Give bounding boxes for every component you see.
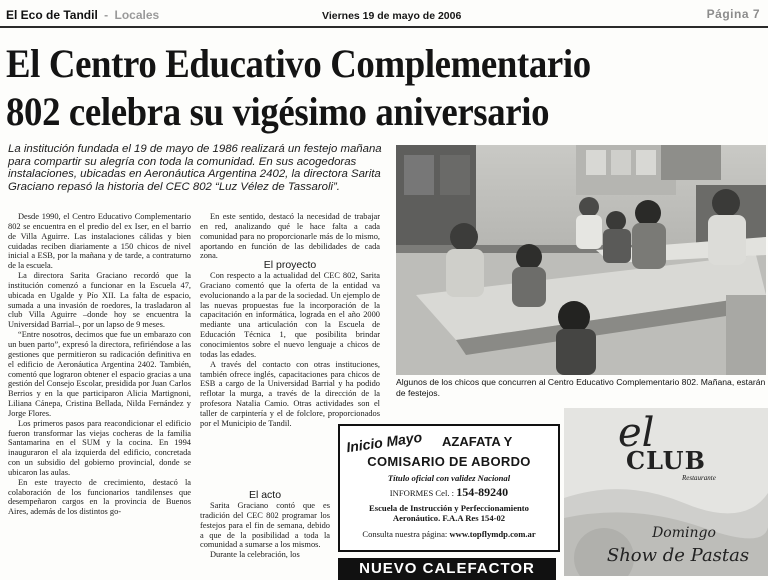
paper-title: El Eco de Tandil: [6, 8, 98, 22]
page-number: Página 7: [706, 7, 760, 21]
subhead-proyecto: El proyecto: [263, 259, 317, 272]
heater-ad-banner[interactable]: NUEVO CALEFACTOR: [338, 558, 556, 580]
paragraph: En este trayecto de crecimiento, destacó la colaboración de los funcionarios tandilenses que desempeñaron cargos en la provincia de Buenos Aires, además de los distintos go-: [8, 477, 191, 517]
club-logo-name: CLUB: [626, 446, 706, 475]
paragraph: “Entre nosotros, decimos que fue un embarazo con un buen parto”, expresó la directora, refiriéndose a las gestiones que permitieron su radicación definitiva en el edificio de Aeronáutica Argentina 2402. También, comentó que lograron obtener el espacio gracias a una gestión del Consejo Escolar, presidida por Juan Carlos Berrios y en la que participaron Alicia Martignoni, Liliana Cánepa, Cristina Bellada, Nilda Fernández y Jorge Flores.: [8, 330, 191, 418]
ad-informes: [340, 487, 558, 498]
ad-url[interactable]: www.topflymdp.com.ar: [449, 529, 536, 539]
section-name: Locales: [114, 8, 160, 22]
club-logo-el: el: [618, 410, 655, 456]
aviation-school-ad[interactable]: [338, 424, 560, 552]
ad-escuela: Escuela de Instrucción y Perfeccionamiento: [369, 503, 529, 513]
header-separator: -: [104, 8, 109, 22]
ad-start-date: Inicio Mayo: [345, 428, 423, 456]
issue-date: Viernes 19 de mayo de 2006: [322, 10, 462, 22]
ad-azafata: AZAFATA Y: [442, 434, 513, 449]
club-show: Show de Pastas: [606, 545, 750, 566]
photo-caption: Algunos de los chicos que concurren al Centro Educativo Complementario 802. Mañana, estarán de festejos.: [396, 377, 766, 398]
paragraph: Durante la celebración, los: [210, 550, 300, 560]
ad-comisario: COMISARIO DE ABORDO: [367, 454, 531, 469]
ad-aeronautico: Aeronáutico. F.A.A Res 154-02: [392, 513, 506, 523]
ad-informes-label: INFORMES Cel. :: [389, 488, 455, 498]
paragraph: Los primeros pasos para reacondicionar el edificio fueron transformar las viejas cocheras de la familia Santamarina en el SUM y la cocina. En 1994 inauguraron el ala izquierda del edificio, concretada con un subsidio del gobierno provincial, donde se ubicaron las aulas.: [8, 418, 191, 477]
page-header: [0, 0, 768, 26]
ad-consulta: [340, 529, 558, 539]
ad-phone: 154-89240: [456, 485, 509, 499]
el-club-restaurant-ad[interactable]: [564, 408, 768, 576]
article-photo: [396, 145, 766, 375]
header-rule: [0, 26, 768, 28]
headline-line-2: 802 celebra su vigésimo aniversario: [6, 89, 550, 134]
article-headline: [6, 40, 766, 136]
classroom-photo-image: [396, 145, 766, 375]
article-column-2-acto: [200, 501, 330, 560]
club-domingo: Domingo: [652, 525, 716, 541]
headline-line-1: El Centro Educativo Complementario: [6, 41, 591, 86]
paragraph: A través del contacto con otras instituciones, también ofrece inglés, capacitaciones para chicos de ESB a cargo de la Universidad Barrial y ha podido reflotar la murga, a través de la dirección de la profesora Natalia Camio. Otras actividades son el taller de carpintería y el de folclore, proporcionados por el Municipio de Tandil.: [200, 359, 380, 428]
paragraph: Con respecto a la actualidad del CEC 802, Sarita Graciano comentó que la oferta de la entidad va evolucionando a la par de la sociedad. Un ejemplo de las nuevas propuestas fue la incorporación de la capacitación en informática, lograda en el año 2000 mediante una articulación con la Escuela de Educación Técnica 1, que posibilita brindar conocimientos sobre el nuevo lenguaje a chicos de todas las edades.: [200, 271, 380, 359]
paragraph: La directora Sarita Graciano recordó que la institución comenzó a funcionar en la Escuela 47, ubicada en Ugalde y Pío XII. La falta de espacio, sumada a una invasión de roedores, la trasladaron al club Villa Aguirre –donde hoy se encuentra la Universidad Barrial–, por un lapso de 9 meses.: [8, 271, 191, 330]
club-restaurante: Restaurante: [682, 474, 716, 482]
ad-titulo: Título oficial con validez Nacional: [387, 473, 511, 483]
article-lead: La institución fundada el 19 de mayo de 1986 realizará un festejo mañana para compartir su alegría con toda la comunidad. En sus acogedoras instalaciones, ubicadas en Aeronáutica Argentina 2402, la directora Sarita Graciano repasó la historia del CEC 802 “Luz Vélez de Tassaroli”.: [8, 143, 382, 193]
article-column-1: [8, 212, 191, 576]
article-column-2: [200, 212, 380, 429]
ad-consulta-label: Consulta nuestra página:: [362, 529, 448, 539]
newspaper-name: [6, 8, 159, 22]
paragraph: En este sentido, destacó la necesidad de trabajar en red, analizando qué le hace falta a cada comunidad para no proporcionarle más de lo mismo, aportando en función de las debilidades de cada zona.: [200, 212, 380, 261]
subhead-acto: El acto: [248, 489, 282, 501]
paragraph: Desde 1990, el Centro Educativo Complementario 802 se encuentra en el predio del ex Iser, en el barrio de Villa Aguirre. Las instalaciones cálidas y bien cuidadas reciben diariamente a 150 chicos de nivel inicial a ESB, por la mañana y de tarde, a contraturno de la escuela.: [8, 212, 191, 271]
paragraph: Sarita Graciano contó que es tradición del CEC 802 programar los festejos para el fin de semana, debido a que de la posibilidad a toda la comunidad a sumarse a los mismos.: [200, 501, 330, 550]
